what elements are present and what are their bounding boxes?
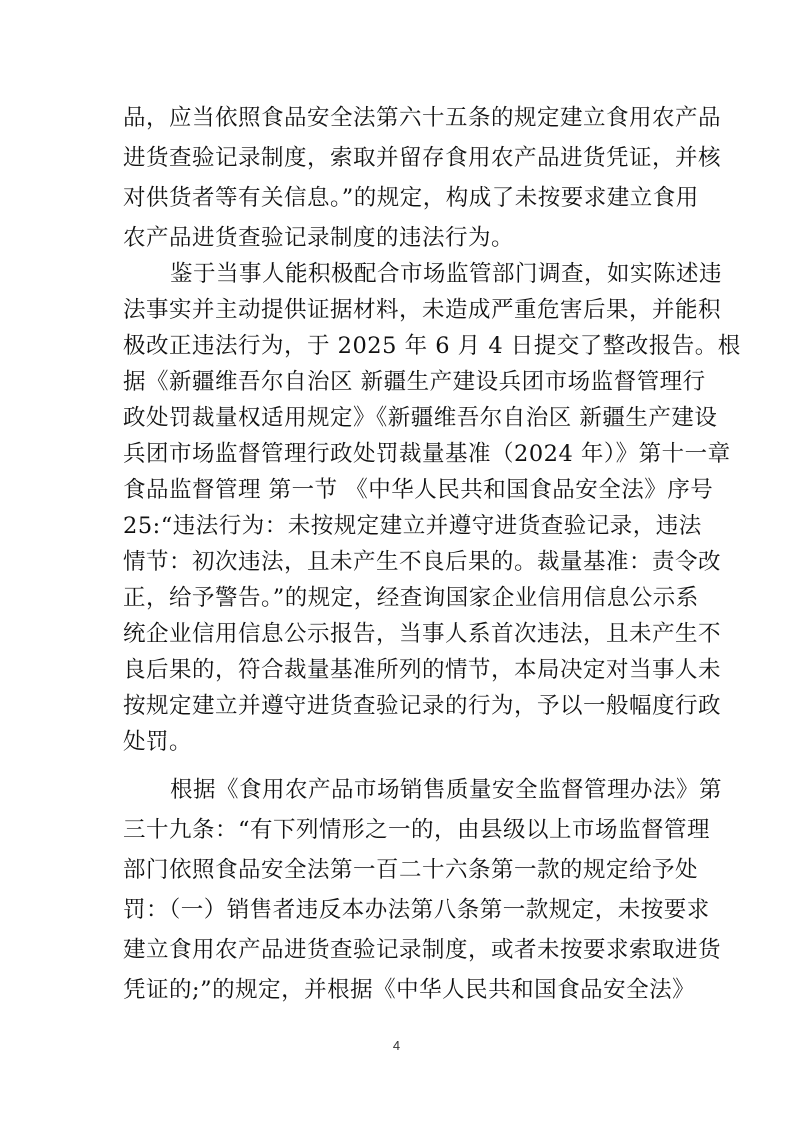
text-line-8: 据《新疆维吾尔自治区 新疆生产建设兵团市场监督管理行 xyxy=(123,369,706,395)
text-line-12: 25:“违法行为：未按规定建立并遵守进货查验记录，违法 xyxy=(123,513,702,539)
text-line-6: 法事实并主动提供证据材料，未造成严重危害后果，并能积 xyxy=(123,297,722,323)
text-line-14: 正，给予警告。”的规定，经查询国家企业信用信息公示系 xyxy=(123,585,699,611)
text-line-13: 情节：初次违法，且未产生不良后果的。裁量基准：责令改 xyxy=(123,549,722,575)
paragraph-start-line: 根据《食用农产品市场销售质量安全监督管理办法》第 xyxy=(170,777,723,803)
text-line-1: 品，应当依照食品安全法第六十五条的规定建立食用农产品 xyxy=(123,105,722,131)
text-line-11: 食品监督管理 第一节 《中华人民共和国食品安全法》序号 xyxy=(123,477,714,503)
text-line-16: 良后果的，符合裁量基准所列的情节，本局决定对当事人未 xyxy=(123,657,722,683)
text-line-3: 对供货者等有关信息。”的规定，构成了未按要求建立食用 xyxy=(123,185,699,211)
page-number: 4 xyxy=(392,1038,401,1053)
text-line-9: 政处罚裁量权适用规定》《新疆维吾尔自治区 新疆生产建设 xyxy=(123,405,718,431)
text-line-4: 农产品进货查验记录制度的违法行为。 xyxy=(123,225,515,251)
text-line-20: 三十九条：“有下列情形之一的，由县级以上市场监督管理 xyxy=(123,817,711,843)
text-line-21: 部门依照食品安全法第一百二十六条第一款的规定给予处 xyxy=(123,857,699,883)
paragraph-start-line: 鉴于当事人能积极配合市场监管部门调查，如实陈述违 xyxy=(170,261,723,287)
text-line-10: 兵团市场监督管理行政处罚裁量基准（2024 年）》第十一章 xyxy=(123,441,731,467)
text-line-24: 凭证的;”的规定，并根据《中华人民共和国食品安全法》 xyxy=(123,977,696,1003)
text-line-7: 极改正违法行为，于 2025 年 6 月 4 日提交了整改报告。根 xyxy=(123,333,741,359)
text-line-23: 建立食用农产品进货查验记录制度，或者未按要求索取进货 xyxy=(123,937,722,963)
text-line-18: 处罚。 xyxy=(123,729,193,755)
text-line-2: 进货查验记录制度，索取并留存食用农产品进货凭证，并核 xyxy=(123,145,722,171)
text-line-22: 罚：（一）销售者违反本办法第八条第一款规定，未按要求 xyxy=(123,897,710,923)
text-line-17: 按规定建立并遵守进货查验记录的行为，予以一般幅度行政 xyxy=(123,693,722,719)
text-line-15: 统企业信用信息公示报告，当事人系首次违法，且未产生不 xyxy=(123,621,722,647)
